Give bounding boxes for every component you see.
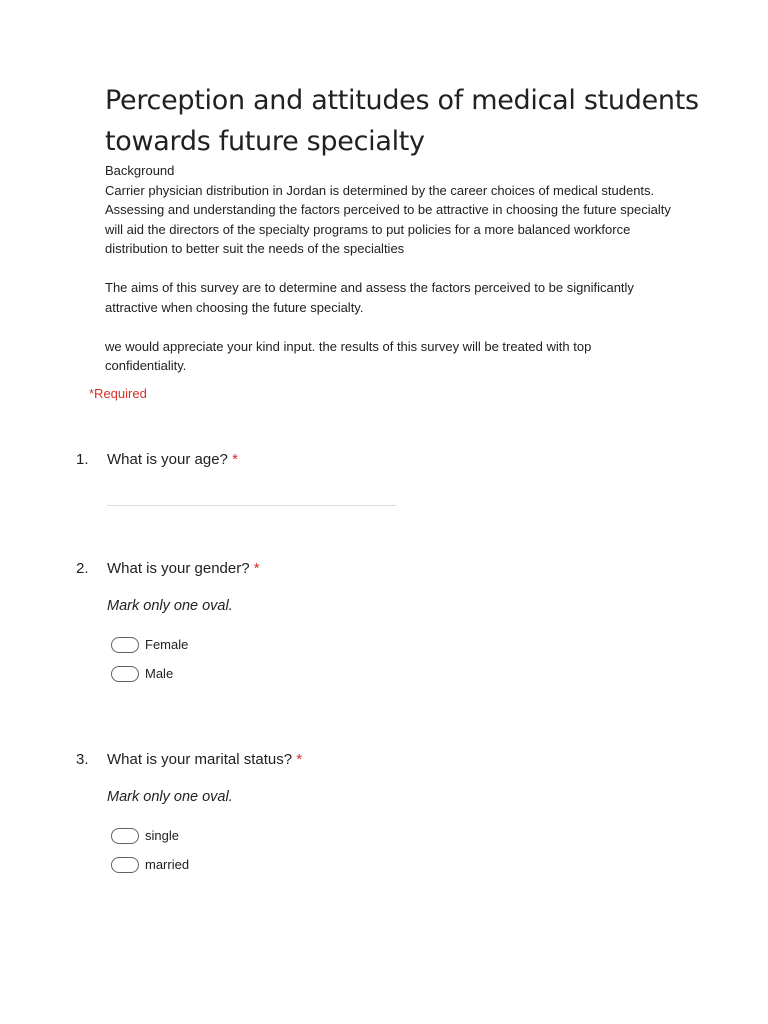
- required-note: *Required: [89, 386, 147, 401]
- question-label: What is your marital status?: [107, 751, 293, 768]
- question-label: What is your age?: [107, 451, 228, 468]
- question-text: [107, 450, 238, 470]
- question-hint: Mark only one oval.: [107, 598, 233, 614]
- question-text: [107, 559, 260, 579]
- age-input[interactable]: [107, 505, 396, 506]
- description-aims: The aims of this survey are to determine and assess the factors perceived to be significantly attractive when choosing the future specialty.: [105, 280, 634, 315]
- question-label: What is your gender?: [107, 560, 250, 577]
- form-title: Perception and attitudes of medical students towards future specialty: [105, 85, 699, 157]
- oval-radio[interactable]: [111, 828, 139, 844]
- option-female[interactable]: [111, 636, 188, 654]
- option-married[interactable]: [111, 856, 189, 874]
- required-asterisk: *: [253, 560, 260, 577]
- question-hint: Mark only one oval.: [107, 789, 233, 805]
- option-male[interactable]: [111, 665, 173, 683]
- option-label: Male: [145, 666, 174, 681]
- required-asterisk: *: [232, 451, 238, 468]
- oval-radio[interactable]: [111, 666, 139, 682]
- option-label: single: [145, 828, 179, 843]
- oval-radio[interactable]: [111, 637, 139, 653]
- question-number: 1.: [76, 451, 89, 468]
- question-number: 3.: [76, 751, 89, 768]
- option-label: married: [145, 857, 190, 872]
- required-asterisk: *: [296, 751, 303, 768]
- description-appreciation: we would appreciate your kind input. the results of this survey will be treated with top confidentiality.: [105, 338, 592, 373]
- description-heading: Background: [105, 163, 175, 178]
- question-number: 2.: [76, 560, 89, 577]
- option-label: Female: [145, 637, 189, 652]
- question-text: [107, 750, 302, 770]
- option-single[interactable]: [111, 827, 179, 845]
- oval-radio[interactable]: [111, 857, 139, 873]
- form-description: [105, 161, 675, 376]
- description-paragraph: Carrier physician distribution in Jordan is determined by the career choices of medical students. Assessing and understanding the factors perceived to be attractive in choosing the future specialty will aid the directors of the specialty programs to put policies for a more balanced workforce distribution to better suit the needs of the specialties: [105, 182, 671, 256]
